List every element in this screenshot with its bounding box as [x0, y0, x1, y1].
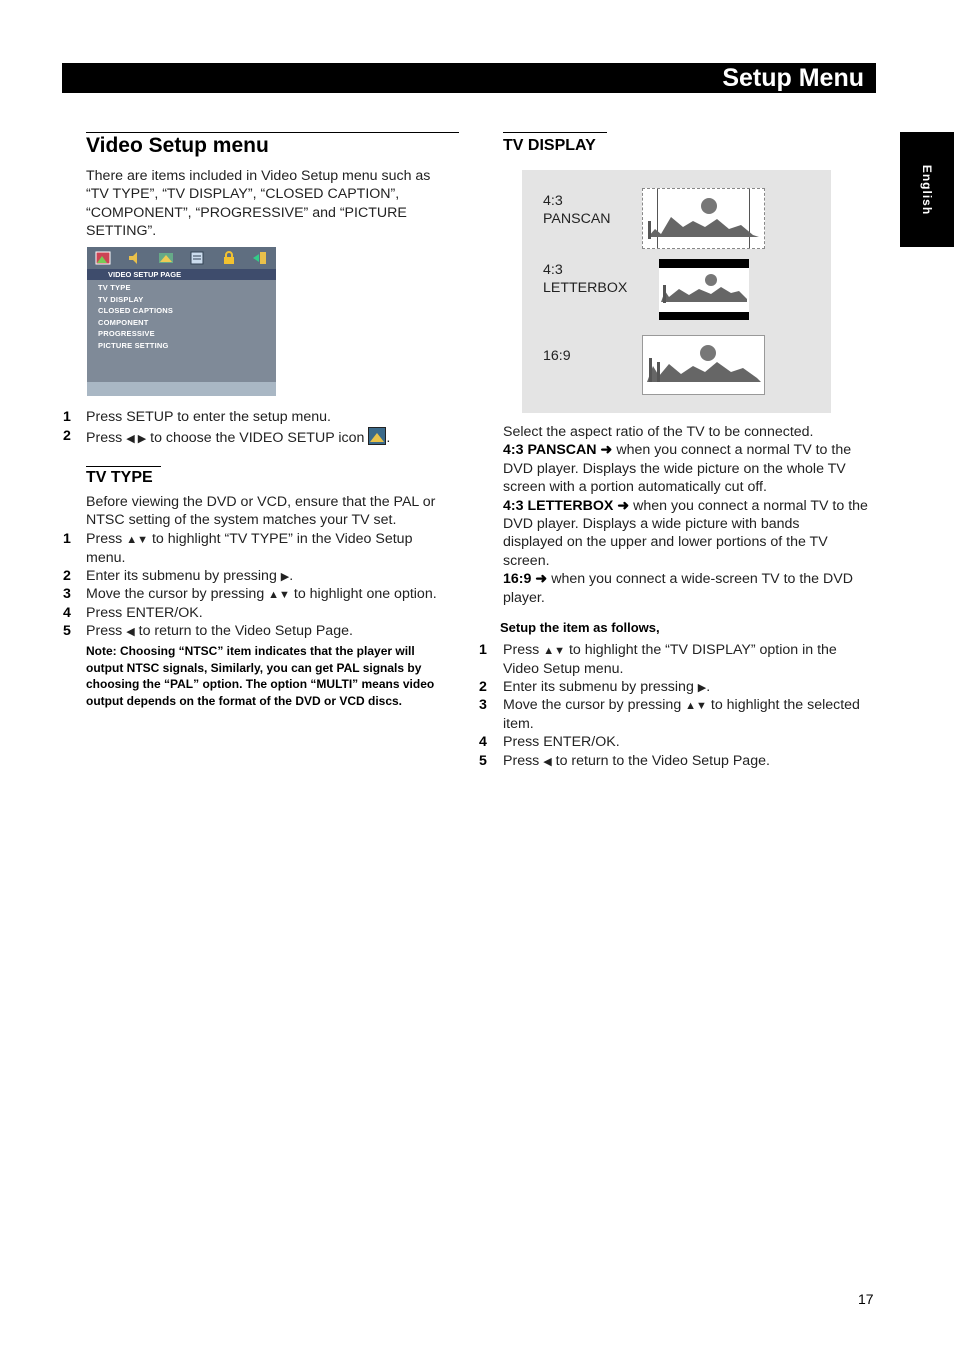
step-text-line2: menu.	[86, 550, 126, 567]
up-down-arrows: ▲▼	[126, 534, 148, 546]
step-text	[86, 622, 353, 641]
menu-item: TV DISPLAY	[98, 294, 144, 304]
step-text-pre: Enter its submenu by pressing	[503, 679, 698, 695]
step-item	[479, 696, 879, 733]
text-line: DVD player. Displays a wide picture with bands	[503, 516, 800, 533]
tv-display-description	[503, 423, 875, 607]
step-text-pre: Press	[503, 642, 544, 658]
setup-title: Setup the item as follows,	[500, 620, 660, 635]
text-line: screen with a portion automatically cut off.	[503, 479, 767, 496]
lock-icon	[221, 251, 237, 265]
exit-icon	[252, 251, 268, 265]
text-line: DVD player. Displays the wide picture on the whole TV	[503, 460, 846, 477]
menu-item-list	[98, 282, 173, 351]
menu-item: PICTURE SETTING	[98, 340, 169, 350]
step-number: 5	[63, 623, 71, 639]
menu-title: VIDEO SETUP PAGE	[108, 270, 182, 279]
panscan-scene-image	[642, 188, 765, 249]
step-text-pre: Press	[86, 623, 127, 639]
step-text-line2: Video Setup menu.	[503, 661, 624, 678]
letterbox-scene-image	[659, 259, 749, 320]
step-text	[86, 585, 437, 604]
step-text-pre: Press	[86, 430, 127, 446]
step-number: 4	[479, 734, 487, 750]
left-arrow: ◀	[126, 626, 135, 638]
picture-icon	[95, 251, 111, 265]
panscan-label	[543, 192, 611, 229]
document-icon	[189, 251, 205, 265]
left-arrow: ◀	[543, 756, 552, 768]
step-number: 2	[63, 428, 71, 444]
video-setup-menu-screenshot	[87, 247, 276, 396]
up-down-arrows: ▲▼	[543, 645, 565, 657]
aspect-ratio-diagram	[522, 170, 831, 413]
option-label: 4:3 LETTERBOX	[503, 497, 614, 514]
note-line: choosing the “PAL” option. The option “MULTI” means video	[86, 677, 435, 691]
text-line: screen.	[503, 552, 550, 569]
text-line: SETTING”.	[86, 223, 157, 240]
text-span: when you connect a normal TV to the	[629, 497, 868, 514]
label-line: PANSCAN	[543, 211, 611, 228]
language-tab	[900, 132, 954, 247]
label-line: 4:3	[543, 193, 563, 209]
text-line: “COMPONENT”, “PROGRESSIVE” and “PICTURE	[86, 204, 407, 221]
menu-item: CLOSED CAPTIONS	[98, 306, 174, 315]
step-text	[503, 641, 837, 679]
text-line	[503, 570, 875, 588]
step-item	[63, 530, 463, 567]
text-line: There are items included in Video Setup menu such as	[86, 168, 431, 184]
text-span: when you connect a normal TV to the	[612, 442, 852, 459]
step-text-pre: Press	[503, 753, 544, 769]
up-down-arrows: ▲▼	[685, 700, 707, 712]
step-text-pre: Move the cursor by pressing	[86, 586, 269, 602]
subsection-title: TV TYPE	[86, 469, 153, 486]
step-text	[86, 567, 293, 586]
menu-status-bar	[87, 382, 276, 396]
arrow-icon: ➜	[535, 571, 548, 588]
menu-item: PROGRESSIVE	[98, 329, 155, 338]
menu-item: COMPONENT	[98, 317, 149, 327]
video-setup-icon	[368, 427, 386, 445]
subsection-rule	[503, 132, 607, 133]
letterbox-label	[543, 261, 627, 298]
step-number: 4	[63, 605, 71, 621]
note-text	[86, 643, 466, 709]
step-text	[86, 530, 412, 568]
step-number: 2	[63, 568, 71, 584]
page-title: Setup Menu	[722, 64, 864, 92]
arrow-icon: ➜	[617, 497, 630, 514]
text-line: NTSC setting of the system matches your TV set.	[86, 512, 397, 529]
label-line: 4:3	[543, 262, 563, 278]
step-text-post: .	[706, 679, 711, 695]
widescreen-scene-image	[642, 335, 765, 395]
step-text-post: to highlight “TV TYPE” in the Video Setup	[148, 531, 413, 547]
section-title: Video Setup menu	[86, 134, 269, 157]
widescreen-label: 16:9	[543, 348, 571, 364]
step-text-post: to highlight the selected	[706, 697, 860, 713]
step-number: 1	[479, 642, 487, 658]
header-bar	[62, 63, 876, 93]
option-label: 16:9	[503, 571, 532, 588]
text-line: displayed on the upper and lower portions of the TV	[503, 534, 828, 551]
language-tab-label: English	[920, 164, 934, 215]
step-text-pre: Enter its submenu by pressing	[86, 568, 281, 584]
step-text	[503, 752, 770, 771]
step-text-post: to return to the Video Setup Page.	[134, 623, 353, 639]
left-right-arrows: ◀ ▶	[126, 433, 147, 445]
right-arrow: ▶	[697, 682, 707, 694]
tv-type-intro	[86, 493, 458, 530]
up-down-arrows: ▲▼	[268, 589, 290, 601]
text-line: Select the aspect ratio of the TV to be connected.	[503, 424, 814, 440]
step-number: 1	[63, 409, 71, 425]
text-line: player.	[503, 589, 545, 606]
step-text-pre: Move the cursor by pressing	[503, 697, 686, 713]
step-text-line2: item.	[503, 716, 534, 733]
step-text	[503, 696, 860, 734]
text-span: when you connect a wide-screen TV to the DVD	[547, 571, 853, 588]
step-text-post: to highlight the “TV DISPLAY” option in the	[565, 642, 837, 658]
text-line	[503, 497, 875, 515]
step-item	[479, 641, 879, 678]
step-text-post: to return to the Video Setup Page.	[551, 753, 770, 769]
speaker-icon	[126, 251, 142, 265]
step-text	[503, 678, 710, 697]
step-number: 1	[63, 531, 71, 547]
step-text: Press ENTER/OK.	[86, 605, 203, 621]
text-line: Before viewing the DVD or VCD, ensure that the PAL or	[86, 494, 436, 510]
step-number: 2	[479, 679, 487, 695]
step-number: 5	[479, 753, 487, 769]
step-number: 3	[63, 586, 71, 602]
subsection-title: TV DISPLAY	[503, 137, 596, 154]
video-setup-icon	[158, 251, 174, 265]
step-text-end: .	[386, 430, 391, 446]
step-text-pre: Press	[86, 531, 127, 547]
menu-icon-bar	[87, 247, 276, 269]
intro-paragraph	[86, 167, 458, 241]
step-text-post: to choose the VIDEO SETUP icon	[146, 430, 369, 446]
step-text	[86, 427, 390, 448]
arrow-icon: ➜	[600, 442, 613, 459]
note-line: output depends on the format of the DVD or VCD discs.	[86, 693, 403, 708]
step-text-post: .	[289, 568, 294, 584]
page-number: 17	[858, 1291, 874, 1307]
right-arrow: ▶	[280, 571, 290, 583]
step-text: Press ENTER/OK.	[503, 734, 620, 750]
section-rule	[86, 132, 459, 133]
step-text-post: to highlight one option.	[289, 586, 437, 602]
note-line: output NTSC signals, Similarly, you can get PAL signals by	[86, 660, 422, 675]
text-line	[503, 441, 875, 459]
text-line: “TV TYPE”, “TV DISPLAY”, “CLOSED CAPTION”,	[86, 186, 400, 203]
subsection-rule	[86, 466, 161, 467]
menu-item: TV TYPE	[98, 283, 131, 292]
option-label: 4:3 PANSCAN	[503, 442, 597, 459]
menu-title-bar	[87, 269, 276, 280]
label-line: LETTERBOX	[543, 280, 628, 297]
step-text: Press SETUP to enter the setup menu.	[86, 409, 331, 425]
note-line: Note: Choosing “NTSC” item indicates that the player will	[86, 644, 415, 658]
step-number: 3	[479, 697, 487, 713]
